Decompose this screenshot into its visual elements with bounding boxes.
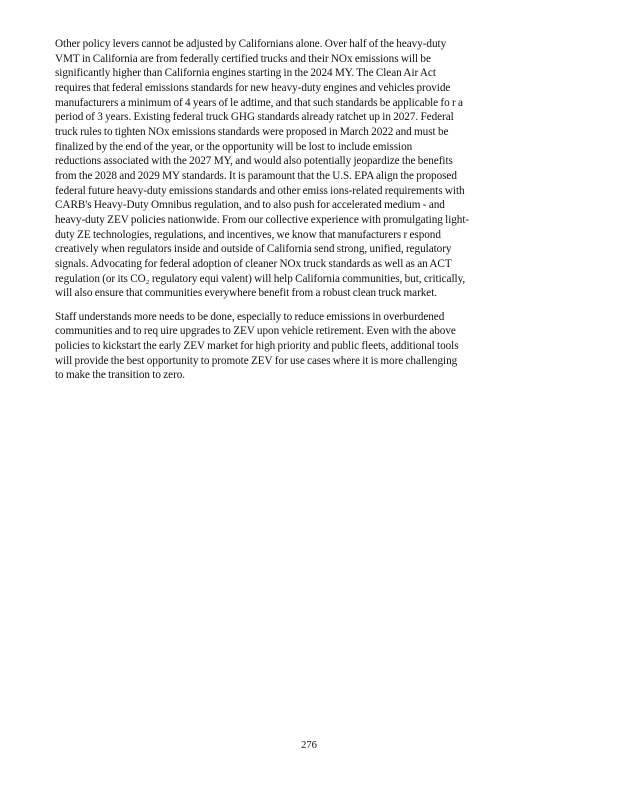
text-line: CARB's Heavy-Duty Omnibus regulation, and to also push for accelerated medium - and — [55, 199, 445, 212]
text-line: federal future heavy-duty emissions standards and other emiss ions-related requirements with — [55, 184, 465, 197]
paragraph-1 — [55, 37, 563, 301]
text-line: Staff understands more needs to be done, especially to reduce emissions in overburdened — [55, 310, 445, 323]
paragraph-2 — [55, 310, 563, 383]
text-line: truck rules to tighten NOx emissions standards were proposed in March 2022 and must be — [55, 125, 449, 138]
text-line: will provide the best opportunity to promote ZEV for use cases where it is more challenging — [55, 354, 458, 367]
text-line: from the 2028 and 2029 MY standards. It is paramount that the U.S. EPA align the proposed — [55, 169, 457, 182]
text-line: period of 3 years. Existing federal truck GHG standards already ratchet up in 2027. Federal — [55, 111, 454, 124]
text-line: signals. Advocating for federal adoption of cleaner NOx truck standards as well as an ACT — [55, 257, 452, 270]
text-line: requires that federal emissions standards for new heavy-duty engines and vehicles provide — [55, 81, 451, 94]
text-line: communities and to req uire upgrades to ZEV upon vehicle retirement. Even with the above — [55, 325, 456, 338]
text-line: significantly higher than California engines starting in the 2024 MY. The Clean Air Act — [55, 67, 436, 80]
text-line: regulation (or its CO₂ regulatory equi valent) will help California communities, but, critically, — [55, 272, 466, 285]
text-line: creatively when regulators inside and outside of California send strong, unified, regulatory — [55, 243, 452, 256]
page-number: 276 — [301, 740, 317, 751]
text-line: duty ZE technologies, regulations, and incentives, we know that manufacturers r espond — [55, 228, 441, 241]
text-line: reductions associated with the 2027 MY, and would also potentially jeopardize the benefits — [55, 155, 453, 168]
text-line: manufacturers a minimum of 4 years of le adtime, and that such standards be applicable fo r a — [55, 96, 463, 109]
text-line: Other policy levers cannot be adjusted by Californians alone. Over half of the heavy-duty — [55, 38, 447, 50]
text-line: VMT in California are from federally certified trucks and their NOx emissions will be — [55, 52, 431, 65]
text-line: heavy-duty ZEV policies nationwide. From our collective experience with promulgating light- — [55, 213, 470, 226]
text-line: finalized by the end of the year, or the opportunity will be lost to include emission — [55, 140, 413, 153]
text-line: will also ensure that communities everywhere benefit from a robust clean truck market. — [55, 287, 438, 300]
text-line: to make the transition to zero. — [55, 369, 186, 382]
body-text — [55, 37, 563, 392]
text-line: policies to kickstart the early ZEV market for high priority and public fleets, additional tools — [55, 340, 459, 353]
